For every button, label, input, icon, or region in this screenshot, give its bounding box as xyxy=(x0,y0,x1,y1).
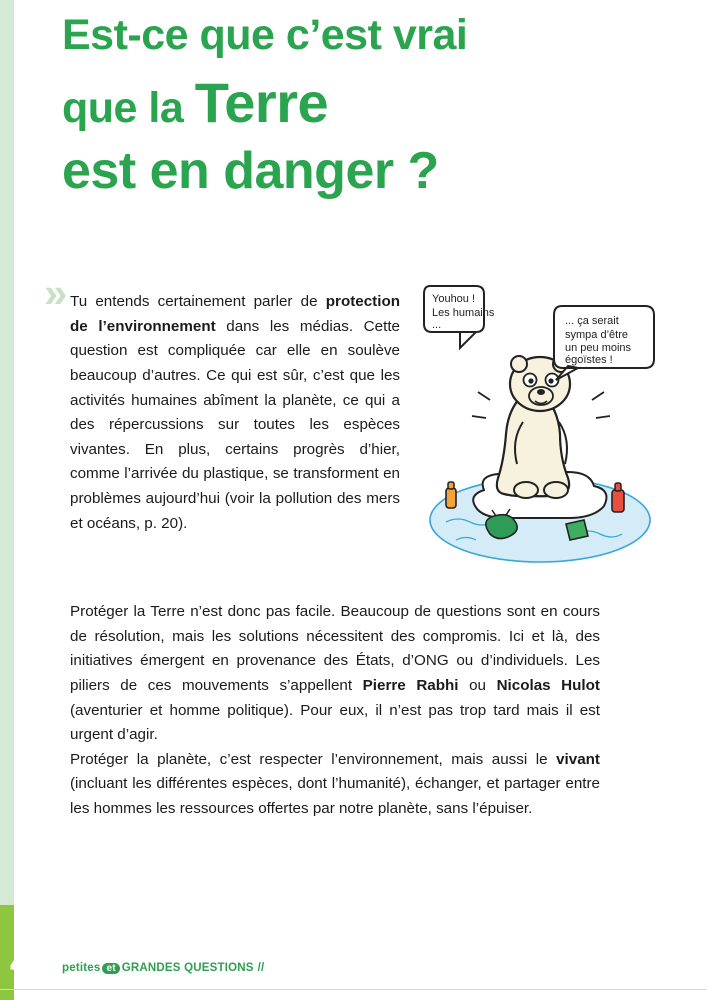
page-footer xyxy=(0,942,707,1000)
svg-text:...: ... xyxy=(432,319,442,331)
svg-text:Les humains: Les humains xyxy=(432,307,495,319)
double-chevron-icon: » xyxy=(44,269,68,316)
title-line-2-big: Terre xyxy=(194,71,329,134)
page-title xyxy=(62,11,662,200)
footer-collection-label xyxy=(62,962,264,974)
footer-label-part1: petites xyxy=(62,962,101,974)
paragraph-2: Protéger la Terre n’est donc pas facile. Beaucoup de questions sont en cours de résolution, mais les solutions nécessitent des compromis. Ici et là, des initiatives émergent en provenance des États, d’ONG ou d’individuels. Les piliers de ces mouvements s’appellent Pierre Rabhi ou Nicolas Hulot (aventurier et homme politique). Pour eux, il n’est pas trop tard mais il est urgent d’agir. xyxy=(70,603,600,744)
paragraph-3: Protéger la planète, c’est respecter l’environnement, mais aussi le vivant (incluant les différentes espèces, dont l’humanité), échanger, et partager entre les hommes les ressources offertes par notre planète, sans l’épuiser. xyxy=(70,750,600,817)
illustration-polar-bear xyxy=(416,272,666,572)
footer-label-part3: QUESTIONS xyxy=(184,962,254,974)
footer-label-pill: et xyxy=(102,963,119,974)
page-number: 4 xyxy=(10,940,33,984)
svg-text:égoïstes !: égoïstes ! xyxy=(565,354,613,366)
footer-slashes: // xyxy=(257,962,265,974)
svg-text:un peu moins: un peu moins xyxy=(565,342,632,354)
svg-text:Youhou !: Youhou ! xyxy=(432,293,476,305)
body-paragraphs xyxy=(70,600,600,822)
title-line-2 xyxy=(62,71,662,134)
svg-text:sympa d’être: sympa d’être xyxy=(565,329,628,341)
title-line-1: Est-ce que c’est vrai xyxy=(62,11,468,59)
left-edge-bar xyxy=(0,0,14,905)
footer-label-part2: GRANDES xyxy=(121,962,181,974)
title-line-3: est en danger ? xyxy=(62,142,439,200)
intro-paragraph: Tu entends certainement parler de protection de l’environnement dans les médias. Cette question est compliquée car elle en soulève beaucoup d’autres. Ce qui est sûr, c’est que les activités humaines abîment la planète, ce qui a des répercussions sur toutes les espèces vivantes. En plus, certains progrès d’hier, comme l’arrivée du plastique, se transforment en problèmes aujourd’hui (voir la pollution des mers et océans, p. 20). xyxy=(70,293,400,532)
title-line-2-small: que la xyxy=(62,84,184,132)
svg-text:... ça serait: ... ça serait xyxy=(565,315,619,327)
footer-divider xyxy=(0,989,707,990)
